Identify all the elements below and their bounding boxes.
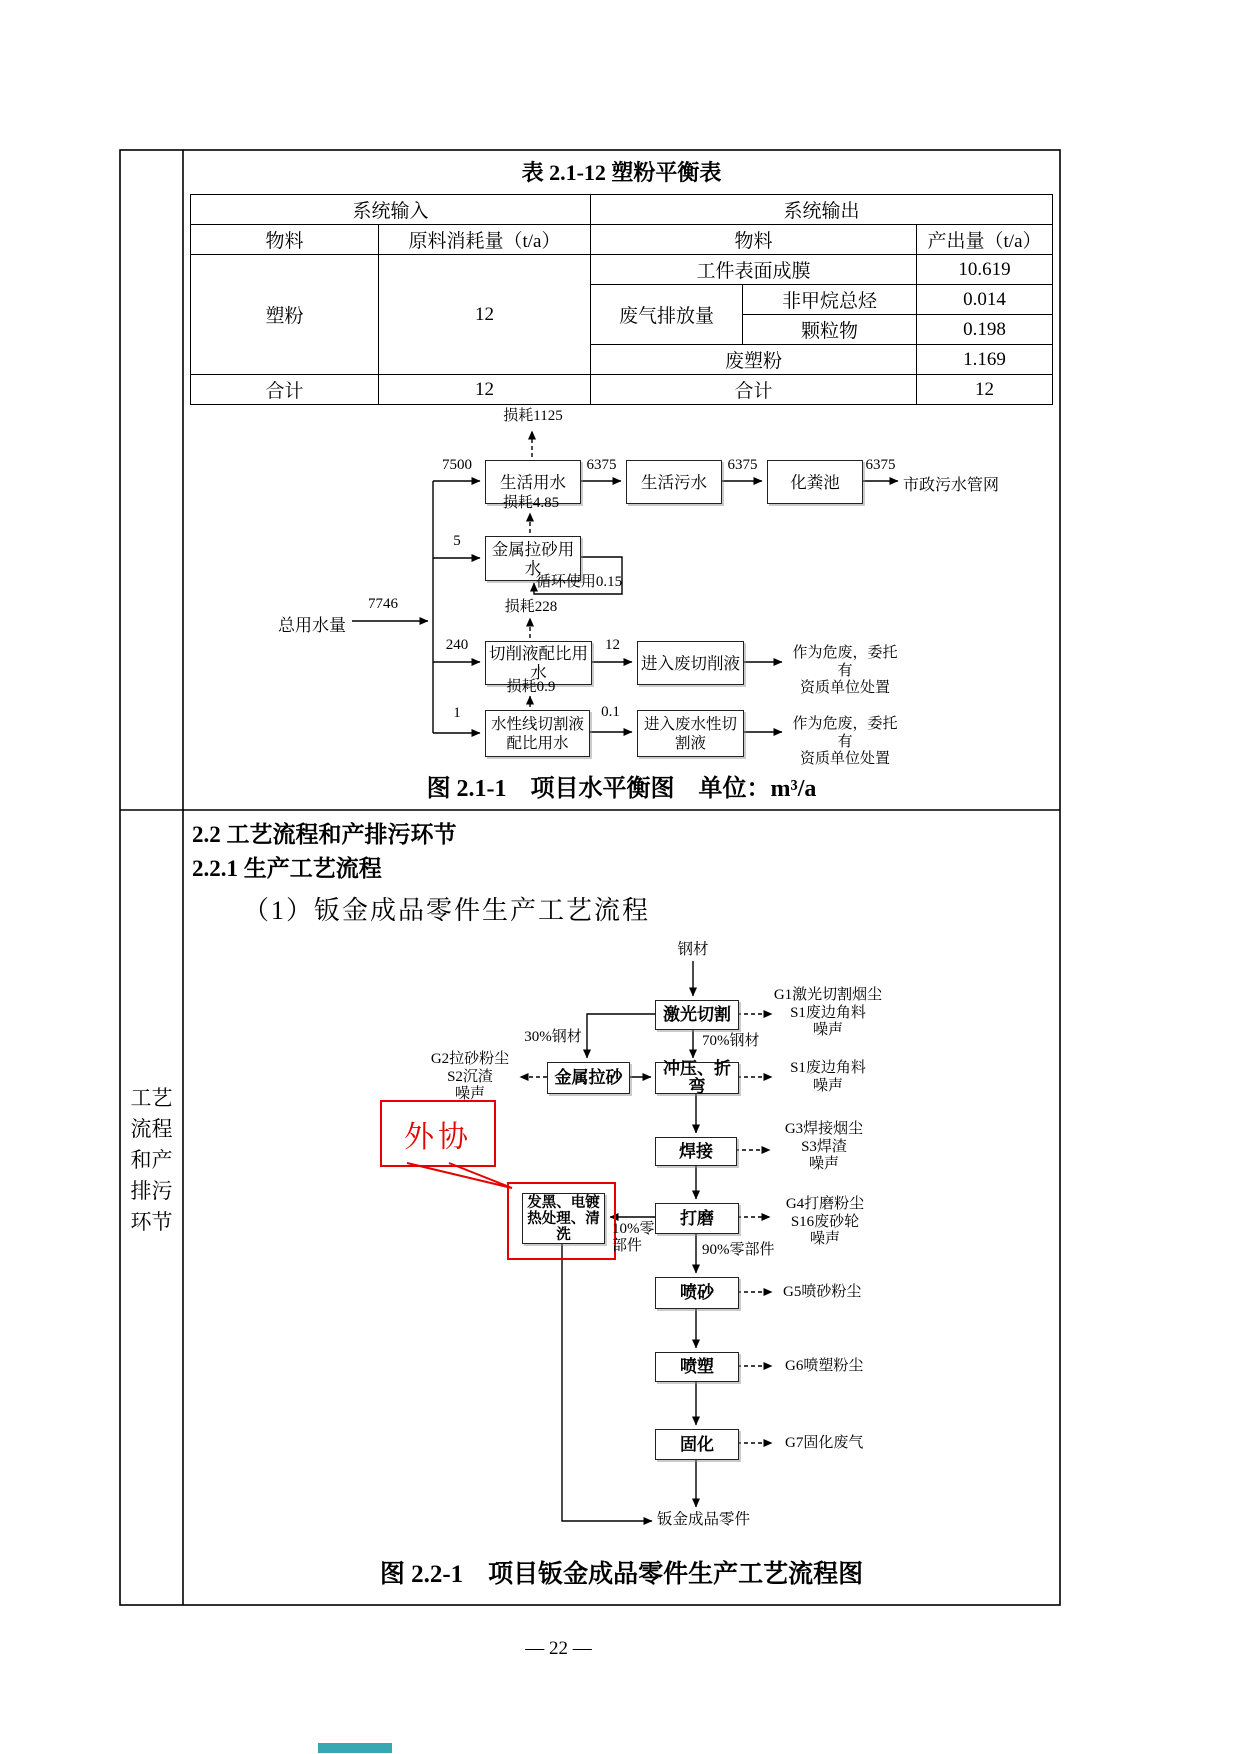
sidebar-label-line: 排污 bbox=[130, 1179, 173, 1203]
branch-90-parts: 90%零部件 bbox=[702, 1242, 775, 1258]
table-row bbox=[191, 225, 1053, 255]
node-metal-sanding-water: 金属拉砂用水 bbox=[485, 536, 581, 581]
node-waste-wire-fluid: 进入废水性切割液 bbox=[637, 710, 744, 757]
cell-total-label-in: 合计 bbox=[191, 375, 379, 405]
outsource-callout-box: 外协 bbox=[380, 1100, 496, 1167]
sidebar-label-line: 和产 bbox=[130, 1148, 173, 1172]
header-system-output: 系统输出 bbox=[591, 195, 1053, 225]
col-material-in: 物料 bbox=[191, 225, 379, 255]
branch-10-parts: 10%零部件 bbox=[612, 1221, 655, 1254]
emission-line: 噪声 bbox=[809, 1231, 840, 1247]
branch-30-steel: 30%钢材 bbox=[524, 1029, 582, 1045]
step-laser-cutting: 激光切割 bbox=[655, 1000, 739, 1030]
emission-line: G3焊接烟尘 bbox=[784, 1121, 864, 1137]
cell-film-value: 10.619 bbox=[917, 255, 1053, 285]
flow-value-12: 12 bbox=[605, 637, 620, 653]
hazard-note-cutting bbox=[786, 645, 904, 698]
emission-punching bbox=[772, 1060, 884, 1095]
node-wire-cutting-water: 水性线切割液配比用水 bbox=[485, 710, 590, 757]
sidebar-row-label bbox=[120, 1083, 183, 1238]
emission-line: S1废边角料 bbox=[790, 1060, 866, 1076]
emission-line: S1废边角料 bbox=[790, 1004, 866, 1021]
emission-line: 噪声 bbox=[808, 1156, 839, 1172]
cell-total-in: 12 bbox=[379, 375, 591, 405]
emission-line: G6喷塑粉尘 bbox=[785, 1358, 864, 1374]
node-municipal-pipe: 市政污水管网 bbox=[903, 477, 1000, 494]
table-row bbox=[191, 255, 1053, 285]
cell-total-label-out: 合计 bbox=[591, 375, 917, 405]
emission-line: G1激光切割烟尘 bbox=[773, 987, 883, 1003]
branch-70-steel: 70%钢材 bbox=[702, 1033, 760, 1049]
col-material-out: 物料 bbox=[591, 225, 917, 255]
cell-waste-powder-value: 1.169 bbox=[917, 345, 1053, 375]
balance-table-title: 表 2.1-12 塑粉平衡表 bbox=[521, 160, 722, 185]
cell-pm-label: 颗粒物 bbox=[743, 315, 917, 345]
flow-value-7746: 7746 bbox=[368, 596, 398, 612]
flow-value-6375-b: 6375 bbox=[727, 457, 758, 473]
water-diagram-caption: 图 2.1-1 项目水平衡图 单位：m³/a bbox=[426, 776, 817, 802]
step-metal-sanding: 金属拉砂 bbox=[547, 1062, 630, 1094]
sidebar-label-line: 工艺 bbox=[130, 1086, 173, 1110]
hazard-note-line1: 作为危废，委托有 bbox=[792, 716, 898, 750]
emission-line: 噪声 bbox=[812, 1077, 843, 1094]
step-punching-bending: 冲压、折弯 bbox=[655, 1062, 739, 1094]
cell-waste-powder-label: 废塑粉 bbox=[591, 345, 917, 375]
flow-value-5: 5 bbox=[453, 533, 461, 549]
step-grinding: 打磨 bbox=[655, 1203, 739, 1234]
step-outsourced-treatment: 发黑、电镀热处理、清洗 bbox=[522, 1193, 605, 1244]
flow-value-1: 1 bbox=[453, 705, 461, 721]
emission-line: G5喷砂粉尘 bbox=[783, 1284, 862, 1300]
cell-pm-value: 0.198 bbox=[917, 315, 1053, 345]
hazard-note-line2: 资质单位处置 bbox=[799, 680, 890, 696]
cell-nmhc-value: 0.014 bbox=[917, 285, 1053, 315]
flow-value-6375-c: 6375 bbox=[865, 457, 896, 473]
step-powder-spraying: 喷塑 bbox=[655, 1352, 739, 1382]
node-domestic-water: 生活用水 bbox=[485, 460, 581, 504]
hazard-note-line2: 资质单位处置 bbox=[799, 751, 890, 767]
emission-curing bbox=[785, 1435, 915, 1453]
flow-value-7500: 7500 bbox=[442, 457, 472, 473]
loss-domestic-label: 损耗1125 bbox=[503, 408, 563, 424]
cell-exhaust-label: 废气排放量 bbox=[591, 285, 743, 345]
col-output: 产出量（t/a） bbox=[917, 225, 1053, 255]
cell-film-label: 工件表面成膜 bbox=[591, 255, 917, 285]
process-output-label: 钣金成品零件 bbox=[657, 1511, 751, 1528]
bottom-artifact-bar bbox=[318, 1743, 392, 1753]
node-cutting-fluid-water: 切削液配比用水 bbox=[485, 641, 592, 685]
hazard-note-line1: 作为危废，委托有 bbox=[792, 645, 898, 679]
emission-sandblasting bbox=[783, 1284, 913, 1302]
emission-line: S2沉渣 bbox=[447, 1068, 493, 1085]
node-domestic-sewage: 生活污水 bbox=[626, 460, 722, 504]
section-2-2-heading: 2.2 工艺流程和产排污环节 bbox=[192, 822, 457, 847]
process-diagram-caption: 图 2.2-1 项目钣金成品零件生产工艺流程图 bbox=[379, 1561, 864, 1588]
loss-wire-label: 损耗0.9 bbox=[506, 679, 556, 695]
flow-value-6375-a: 6375 bbox=[586, 457, 617, 473]
flow-value-0-1: 0.1 bbox=[601, 704, 620, 720]
emission-line: G4打磨粉尘 bbox=[785, 1196, 865, 1212]
flow-value-240: 240 bbox=[445, 637, 469, 653]
section-2-2-1-heading: 2.2.1 生产工艺流程 bbox=[192, 856, 382, 881]
balance-table bbox=[190, 194, 1053, 405]
header-system-input: 系统输入 bbox=[191, 195, 591, 225]
emission-line: 噪声 bbox=[812, 1022, 843, 1038]
recycle-label: 循环使用0.15 bbox=[535, 574, 623, 590]
cell-total-out: 12 bbox=[917, 375, 1053, 405]
emission-line: S16废砂轮 bbox=[790, 1213, 860, 1230]
emission-grinding bbox=[766, 1196, 884, 1249]
loss-sand-label: 损耗4.85 bbox=[502, 495, 560, 511]
cell-input-material: 塑粉 bbox=[191, 255, 379, 375]
node-septic-tank: 化粪池 bbox=[767, 460, 863, 504]
loss-cutting-label: 损耗228 bbox=[504, 599, 558, 615]
emission-line: 噪声 bbox=[454, 1086, 485, 1102]
emission-laser bbox=[766, 987, 890, 1040]
cell-input-amount: 12 bbox=[379, 255, 591, 375]
total-water-label: 总用水量 bbox=[278, 616, 346, 635]
emission-line: G7固化废气 bbox=[785, 1435, 864, 1451]
emission-line: G2拉砂粉尘 bbox=[430, 1051, 510, 1067]
subsection-1-heading: （1）钣金成品零件生产工艺流程 bbox=[243, 896, 651, 925]
process-input-label: 钢材 bbox=[677, 941, 709, 958]
table-row bbox=[191, 195, 1053, 225]
hazard-note-wire bbox=[786, 716, 904, 769]
step-sandblasting: 喷砂 bbox=[655, 1277, 739, 1309]
emission-spraying bbox=[785, 1358, 915, 1376]
step-welding: 焊接 bbox=[655, 1137, 737, 1166]
page-number: — 22 — bbox=[525, 1638, 592, 1659]
cell-nmhc-label: 非甲烷总烃 bbox=[743, 285, 917, 315]
sidebar-label-line: 流程 bbox=[130, 1117, 173, 1141]
col-consumption: 原料消耗量（t/a） bbox=[379, 225, 591, 255]
emission-line: S3焊渣 bbox=[801, 1138, 847, 1155]
sidebar-label-line: 环节 bbox=[130, 1210, 173, 1234]
emission-welding bbox=[768, 1121, 880, 1174]
step-curing: 固化 bbox=[655, 1429, 739, 1460]
table-row bbox=[191, 375, 1053, 405]
node-waste-cutting-fluid: 进入废切削液 bbox=[637, 641, 744, 685]
emission-sanding bbox=[418, 1051, 522, 1104]
